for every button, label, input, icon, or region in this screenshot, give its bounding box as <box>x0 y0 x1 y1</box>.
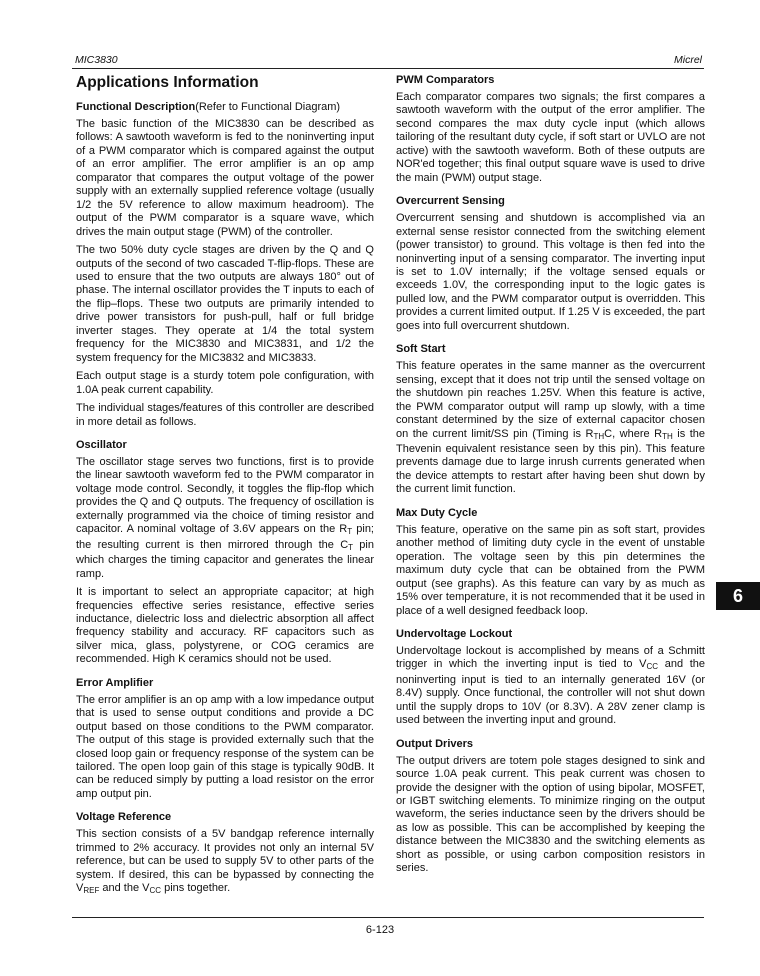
oscillator-subscript-1: T <box>347 527 353 537</box>
functional-description-heading-note: (Refer to Functional Diagram) <box>195 101 341 113</box>
max-duty-cycle-paragraph: This feature, operative on the same pin as soft start, provides another method of limiting duty cycle in the event of unstable operation. The voltage seen by this pin determines the maximum duty cycle that can be obtained from the PWM output (see graphs). As this feature can vary by as much as 15% over temperature, it is not recommended that it be used in place of a well designed feedback loop. <box>396 523 705 617</box>
soft-start-heading: Soft Start <box>396 343 446 356</box>
overcurrent-sensing-paragraph: Overcurrent sensing and shutdown is accomplished via an external sense resistor connected from the switching element (power transistor) to ground. This voltage is then fed into the noninverting input of a sensing comparator. The inverting input is set to 1.0V internally; if the voltage sensed equals or exceeds 1.0V, the corresponding input to the logic gates is pulled low, and the PWM comparator output is overridden. This provides a current limited output. If 1.25 V is exceeded, the part goes into full overcurrent shutdown. <box>396 212 705 332</box>
max-duty-cycle-heading: Max Duty Cycle <box>396 506 478 519</box>
soft-start-text-c: is the Thevenin equivalent resistance seen by this pin). This feature prevents damage due to large inrush currents generated when the device attempts to restart after having been shut down by the current limit function. <box>396 427 705 496</box>
left-column <box>76 74 374 903</box>
voltage-reference-text-c: pins together. <box>161 882 231 895</box>
voltage-reference-heading: Voltage Reference <box>76 811 172 824</box>
error-amplifier-heading: Error Amplifier <box>76 676 154 689</box>
undervoltage-lockout-heading: Undervoltage Lockout <box>396 627 513 640</box>
oscillator-subscript-2: T <box>348 542 354 552</box>
header-company: Micrel <box>674 54 702 66</box>
pwm-comparators-heading: PWM Comparators <box>396 74 495 86</box>
header-rule <box>72 68 704 69</box>
functional-description-paragraph-2: The two 50% duty cycle stages are driven by the Q and Q outputs of the second of two cascaded T-flip-flops. These are used to ensure that the two outputs are always 180° out of phase. The internal oscillator provides the T inputs to each of the flip–flops. These two outputs are primarily intended to drive power transistors for push-pull, half or full bridge inverter stages. They operate at 1/4 the total system frequency for the MIC3830 and MIC3831, and 1/2 the system frequency for the MIC3832 and MIC3833. <box>76 244 374 364</box>
oscillator-text-b: pin; the resulting current is then mirrored through the C <box>76 523 374 551</box>
undervoltage-text-b: and the noninverting input is tied to an internally generated 16V (or 8.4V) supply. Once functional, the controller will not shut down until the supply drops to 10V (or 8.3V). A 28V zener clamp is used between the inverting input and ground. <box>396 658 705 727</box>
footer-rule <box>72 917 704 918</box>
functional-description-paragraph-3: Each output stage is a sturdy totem pole configuration, with 1.0A peak current capability. <box>76 370 374 396</box>
page-title: Applications Information <box>76 74 259 91</box>
pwm-comparators-paragraph: Each comparator compares two signals; the first compares a sawtooth waveform with the output of the error amplifier. The second compares the max duty cycle input (which allows tailoring of the resultant duty cycle, if soft start or UVLO are not active) with the sawtooth waveform. Both of these outputs are NOR'ed together; this final output square wave is used to drive the main (PWM) output stage. <box>396 91 705 184</box>
page-number: 6-123 <box>365 924 395 936</box>
undervoltage-text-a: Undervoltage lockout is accomplished by means of a Schmitt trigger in which the inverting input is tied to V <box>396 644 705 671</box>
voltage-reference-subscript-2: CC <box>149 886 162 896</box>
functional-description-heading-text: Functional Description <box>76 101 196 113</box>
oscillator-text-c: pin which charges the timing capacitor and generates the linear ramp. <box>76 538 374 580</box>
output-drivers-heading: Output Drivers <box>396 737 474 750</box>
functional-description-paragraph-4: The individual stages/features of this controller are described in more detail as follows. <box>76 402 374 428</box>
soft-start-subscript-2: TH <box>662 431 673 441</box>
soft-start-subscript-1: TH <box>593 431 605 441</box>
undervoltage-subscript-1: CC <box>646 662 659 672</box>
oscillator-paragraph-2: It is important to select an appropriate capacitor; at high frequencies effective series resistance, effective series inductance, dielectric loss and dielectric absorption all affect frequency stability and accuracy. RF capacitors such as silver mica, glass, polystyrene, or COG ceramics are recommended. High K ceramics should not be used. <box>76 586 374 666</box>
oscillator-text-a: The oscillator stage serves two functions, first is to provide the linear sawtooth waveform fed to the PWM comparator in voltage mode control. Secondly, it toggles the flip-flop which provides the Q and Q outputs. The frequency of oscillation is externally programmed via the choice of timing resistor and capacitor. A nominal voltage of 3.6V appears on the R <box>76 455 374 536</box>
output-drivers-paragraph: The output drivers are totem pole stages designed to sink and source 1.0A peak current. This peak current was chosen to provide the designer with the option of using bipolar, MOSFET, or IGBT switching elements. To minimize ringing on the output waveform, the series inductance seen by the drivers should be as low as possible. This can be accomplished by keeping the distance between the MIC3830 and the switching elements as short as possible, or using carbon composition resistors in series. <box>396 754 705 875</box>
overcurrent-sensing-heading: Overcurrent Sensing <box>396 195 505 208</box>
voltage-reference-paragraph <box>76 828 374 897</box>
soft-start-paragraph <box>396 360 705 497</box>
oscillator-paragraph-1 <box>76 456 374 581</box>
section-tab: 6 <box>716 582 760 610</box>
functional-description-paragraph-1: The basic function of the MIC3830 can be described as follows: A sawtooth waveform is fed to the noninverting input of a PWM comparator which is compared against the output of an error amplifier. The error amplifier is an op amp comparator that compares the output voltage of the power supply with an externally supplied reference voltage (usually 1/2 the 5V reference to allow maximum headroom). The output of the PWM comparator is a square wave, which drives the main output stage (PWM) of the controller. <box>76 118 374 238</box>
soft-start-text-a: This feature operates in the same manner as the overcurrent sensing, except that it does not trip until the sensed voltage on the shutdown pin reaches 1.25V. When this feature is active, the PWM comparator output will ramp up slowly, with a time constant determined by the size of external capacitor chosen on the current limit/SS pin (Timing is R <box>396 360 705 440</box>
header-part-number: MIC3830 <box>75 54 118 66</box>
undervoltage-lockout-paragraph <box>396 645 705 728</box>
voltage-reference-subscript-1: REF <box>83 886 100 896</box>
voltage-reference-text-a: This section consists of a 5V bandgap reference internally trimmed to 2% accuracy. It provides not only an internal 5V reference, but can be used to supply 5V to other parts of the system. If desired, this can be bypassed by connecting the V <box>76 828 374 895</box>
oscillator-heading: Oscillator <box>76 438 127 451</box>
functional-description-heading <box>76 101 374 114</box>
right-column <box>396 74 705 881</box>
voltage-reference-text-b: and the V <box>99 882 150 895</box>
soft-start-text-b: C, where R <box>604 427 663 440</box>
error-amplifier-paragraph: The error amplifier is an op amp with a low impedance output that is used to sense output conditions and provide a DC output based on those conditions to the PWM comparator. The output of this stage is provided externally such that the closed loop gain or frequency response of the system can be tailored. The open loop gain of this stage is typically 90dB. It can be reduced simply by putting a load resistor on the error amp output pin. <box>76 693 374 800</box>
